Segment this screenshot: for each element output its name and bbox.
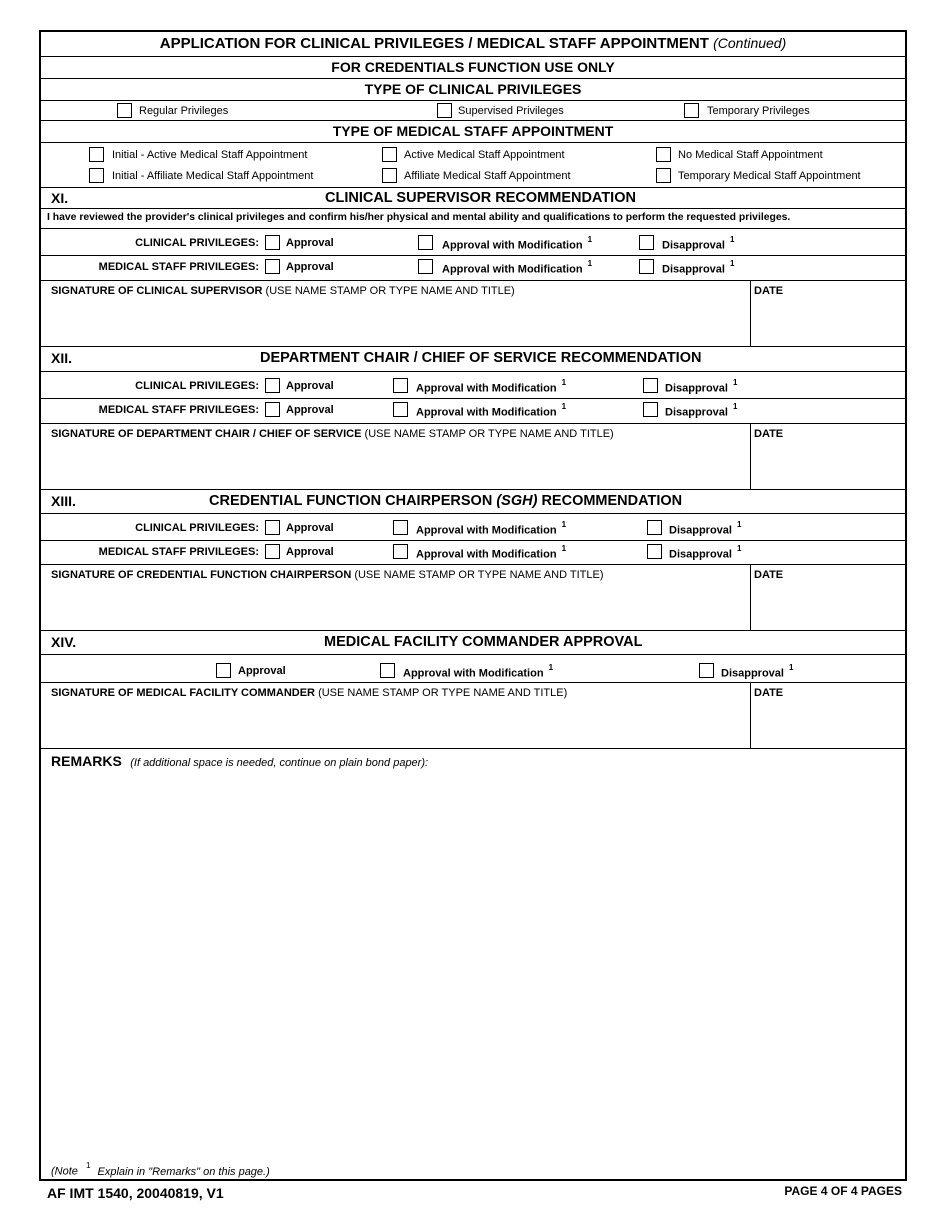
supervised-privileges-checkbox[interactable] <box>437 103 452 118</box>
section-xiii-title: CREDENTIAL FUNCTION CHAIRPERSON (SGH) RECOMMENDATION <box>209 493 683 509</box>
s12-clinical-approval-label: Approval <box>286 380 334 392</box>
s12-staff-privileges-label: MEDICAL STAFF PRIVILEGES: <box>98 404 259 416</box>
s13-signature-label: SIGNATURE OF CREDENTIAL FUNCTION CHAIRPERSON (USE NAME STAMP OR TYPE NAME AND TITLE) <box>51 569 604 581</box>
section-xiv-title: MEDICAL FACILITY COMMANDER APPROVAL <box>324 634 643 650</box>
s12-staff-disapproval-label: Disapproval$^1$ <box>665 402 738 419</box>
temporary-privileges-checkbox[interactable] <box>684 103 699 118</box>
s12-staff-modification-label: Approval with Modification$^1$ <box>416 402 567 419</box>
form-id: AF IMT 1540, 20040819, V1 <box>47 1185 224 1201</box>
s12-date-label: DATE <box>754 428 784 440</box>
remarks-heading: REMARKS (If additional space is needed, continue on plain bond paper): <box>51 753 429 769</box>
s14-approval-checkbox[interactable] <box>216 663 231 678</box>
s12-clinical-disapproval-label: Disapproval$^1$ <box>665 378 738 395</box>
affiliate-appointment-checkbox[interactable] <box>382 168 397 183</box>
supervised-privileges-label: Supervised Privileges <box>458 105 564 117</box>
s12-clinical-approval-checkbox[interactable] <box>265 378 280 393</box>
temporary-appointment-label: Temporary Medical Staff Appointment <box>678 170 861 182</box>
section-xii-number: XII. <box>51 350 73 366</box>
s14-date-label: DATE <box>754 687 784 699</box>
s12-signature-label: SIGNATURE OF DEPARTMENT CHAIR / CHIEF OF SERVICE (USE NAME STAMP OR TYPE NAME AND TITLE) <box>51 428 614 440</box>
s13-staff-privileges-label: MEDICAL STAFF PRIVILEGES: <box>98 546 259 558</box>
credentials-only-heading: FOR CREDENTIALS FUNCTION USE ONLY <box>331 59 615 75</box>
s11-clinical-approval-label: Approval <box>286 237 334 249</box>
s13-clinical-disapproval-label: Disapproval$^1$ <box>669 520 742 537</box>
s11-staff-disapproval-label: Disapproval$^1$ <box>662 259 735 276</box>
s13-staff-approval-label: Approval <box>286 546 334 558</box>
s11-staff-approval-label: Approval <box>286 261 334 273</box>
s11-clinical-disapproval-checkbox[interactable] <box>639 235 654 250</box>
section-xiv-number: XIV. <box>51 634 77 650</box>
s13-staff-disapproval-checkbox[interactable] <box>647 544 662 559</box>
s14-signature-label: SIGNATURE OF MEDICAL FACILITY COMMANDER (USE NAME STAMP OR TYPE NAME AND TITLE) <box>51 687 568 699</box>
s13-staff-modification-label: Approval with Modification$^1$ <box>416 544 567 561</box>
s13-staff-disapproval-label: Disapproval$^1$ <box>669 544 742 561</box>
regular-privileges-checkbox[interactable] <box>117 103 132 118</box>
section-xii-title: DEPARTMENT CHAIR / CHIEF OF SERVICE RECOMMENDATION <box>260 350 702 366</box>
s14-modification-label: Approval with Modification$^1$ <box>403 663 554 680</box>
section-xiii-number: XIII. <box>51 493 76 509</box>
s12-clinical-modification-label: Approval with Modification$^1$ <box>416 378 567 395</box>
initial-affiliate-label: Initial - Affiliate Medical Staff Appointment <box>112 170 314 182</box>
s11-clinical-modification-label: Approval with Modification$^1$ <box>442 235 593 252</box>
active-appointment-checkbox[interactable] <box>382 147 397 162</box>
s13-clinical-disapproval-checkbox[interactable] <box>647 520 662 535</box>
privileges-type-heading: TYPE OF CLINICAL PRIVILEGES <box>364 81 582 97</box>
s12-clinical-modification-checkbox[interactable] <box>393 378 408 393</box>
temporary-appointment-checkbox[interactable] <box>656 168 671 183</box>
page-number: PAGE 4 OF 4 PAGES <box>784 1184 902 1198</box>
s11-date-label: DATE <box>754 285 784 297</box>
s14-disapproval-label: Disapproval$^1$ <box>721 663 794 680</box>
appointment-type-heading: TYPE OF MEDICAL STAFF APPOINTMENT <box>332 123 614 139</box>
s13-clinical-modification-label: Approval with Modification$^1$ <box>416 520 567 537</box>
s12-staff-disapproval-checkbox[interactable] <box>643 402 658 417</box>
s12-staff-modification-checkbox[interactable] <box>393 402 408 417</box>
supervisor-statement: I have reviewed the provider's clinical privileges and confirm his/her physical and mental ability and qualifications to perform the requested privileges. <box>47 212 791 223</box>
no-appointment-checkbox[interactable] <box>656 147 671 162</box>
s11-clinical-modification-checkbox[interactable] <box>418 235 433 250</box>
s11-signature-label: SIGNATURE OF CLINICAL SUPERVISOR (USE NAME STAMP OR TYPE NAME AND TITLE) <box>51 285 515 297</box>
remarks-note: (Note $^1$ Explain in "Remarks" on this page.) <box>51 1161 270 1178</box>
initial-active-checkbox[interactable] <box>89 147 104 162</box>
s14-disapproval-checkbox[interactable] <box>699 663 714 678</box>
s11-staff-disapproval-checkbox[interactable] <box>639 259 654 274</box>
s12-staff-approval-label: Approval <box>286 404 334 416</box>
s13-date-label: DATE <box>754 569 784 581</box>
form-title: APPLICATION FOR CLINICAL PRIVILEGES / MEDICAL STAFF APPOINTMENT (Continued) <box>159 35 787 52</box>
no-appointment-label: No Medical Staff Appointment <box>678 149 823 161</box>
s11-staff-privileges-label: MEDICAL STAFF PRIVILEGES: <box>98 261 259 273</box>
s11-staff-modification-checkbox[interactable] <box>418 259 433 274</box>
initial-affiliate-checkbox[interactable] <box>89 168 104 183</box>
s14-modification-checkbox[interactable] <box>380 663 395 678</box>
affiliate-appointment-label: Affiliate Medical Staff Appointment <box>404 170 571 182</box>
section-xi-number: XI. <box>51 190 69 206</box>
active-appointment-label: Active Medical Staff Appointment <box>404 149 565 161</box>
s13-clinical-approval-label: Approval <box>286 522 334 534</box>
s13-clinical-privileges-label: CLINICAL PRIVILEGES: <box>135 522 259 534</box>
s12-staff-approval-checkbox[interactable] <box>265 402 280 417</box>
s11-staff-modification-label: Approval with Modification$^1$ <box>442 259 593 276</box>
s12-clinical-privileges-label: CLINICAL PRIVILEGES: <box>135 380 259 392</box>
section-xi-title: CLINICAL SUPERVISOR RECOMMENDATION <box>325 190 636 206</box>
s12-clinical-disapproval-checkbox[interactable] <box>643 378 658 393</box>
s11-staff-approval-checkbox[interactable] <box>265 259 280 274</box>
s11-clinical-disapproval-label: Disapproval$^1$ <box>662 235 735 252</box>
s14-approval-label: Approval <box>238 665 286 677</box>
s13-clinical-approval-checkbox[interactable] <box>265 520 280 535</box>
form-frame <box>39 30 907 1181</box>
s11-clinical-approval-checkbox[interactable] <box>265 235 280 250</box>
s13-staff-modification-checkbox[interactable] <box>393 544 408 559</box>
s11-clinical-privileges-label: CLINICAL PRIVILEGES: <box>135 237 259 249</box>
initial-active-label: Initial - Active Medical Staff Appointment <box>112 149 308 161</box>
temporary-privileges-label: Temporary Privileges <box>707 105 810 117</box>
s13-clinical-modification-checkbox[interactable] <box>393 520 408 535</box>
s13-staff-approval-checkbox[interactable] <box>265 544 280 559</box>
regular-privileges-label: Regular Privileges <box>139 105 229 117</box>
